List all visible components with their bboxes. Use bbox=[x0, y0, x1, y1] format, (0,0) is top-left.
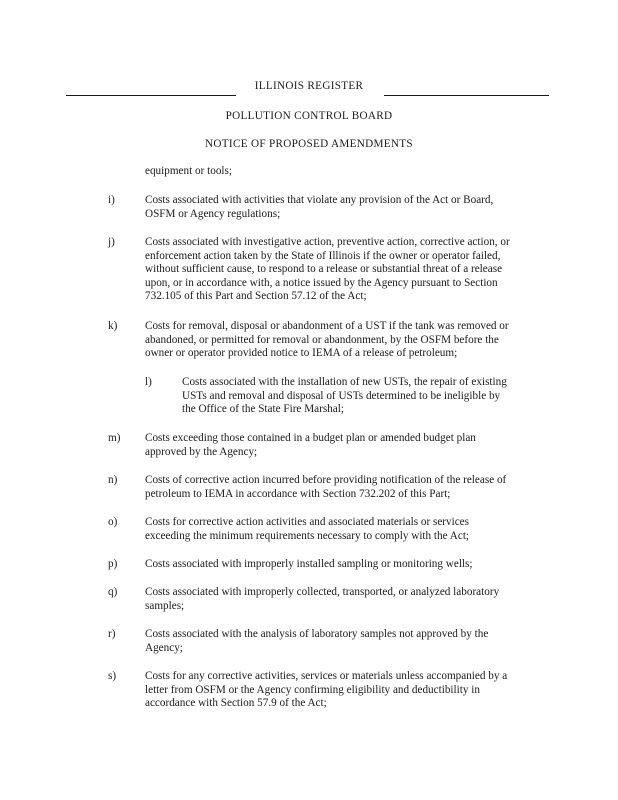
item-label: n) bbox=[108, 474, 118, 486]
list-item-o bbox=[108, 516, 540, 543]
item-label: i) bbox=[108, 194, 115, 206]
item-text: Costs associated with improperly installed sampling or monitoring wells; bbox=[145, 558, 473, 570]
notice-title: NOTICE OF PROPOSED AMENDMENTS bbox=[205, 138, 413, 150]
board-title: POLLUTION CONTROL BOARD bbox=[225, 110, 393, 122]
item-text: Costs for removal, disposal or abandonment of a UST if the tank was removed or abandoned, or permitted for removal or abandonment, by the OSFM before the owner or operator provided notice to IEMA of a release of petroleum; bbox=[145, 320, 509, 360]
item-label: r) bbox=[108, 628, 116, 640]
item-text: Costs for corrective action activities and associated materials or services exceeding the minimum requirements necessary to comply with the Act; bbox=[145, 516, 470, 542]
item-label: j) bbox=[108, 236, 115, 248]
list-item-n bbox=[108, 474, 540, 501]
item-text: Costs for any corrective activities, services or materials unless accompanied by a letter from OSFM or the Agency confirming eligibility and deductibility in accordance with Section 57.9 of the Act; bbox=[145, 670, 508, 710]
list-item-s bbox=[108, 670, 540, 711]
list-item-i bbox=[108, 194, 540, 221]
item-label: o) bbox=[108, 516, 118, 528]
item-label: q) bbox=[108, 586, 118, 598]
list-item-k bbox=[108, 320, 540, 361]
list-item-m bbox=[108, 432, 540, 459]
item-label: s) bbox=[108, 670, 117, 682]
item-label: p) bbox=[108, 558, 118, 570]
list-subitem-l bbox=[145, 376, 540, 417]
list-item-q bbox=[108, 586, 540, 613]
register-title: ILLINOIS REGISTER bbox=[254, 80, 364, 92]
header-rule-left bbox=[66, 95, 236, 96]
item-text: Costs associated with the installation of new USTs, the repair of existing USTs and removal and disposal of USTs determined to be ineligible by the Office of the State Fire Marshal; bbox=[182, 376, 507, 416]
item-label: m) bbox=[108, 432, 121, 444]
item-text: Costs associated with activities that violate any provision of the Act or Board, OSFM or Agency regulations; bbox=[145, 194, 494, 220]
list-item-r bbox=[108, 628, 540, 655]
list-item-p bbox=[108, 558, 540, 572]
item-text: Costs exceeding those contained in a budget plan or amended budget plan approved by the Agency; bbox=[145, 432, 476, 458]
item-label: k) bbox=[108, 320, 118, 332]
item-text: Costs associated with improperly collected, transported, or analyzed laboratory samples; bbox=[145, 586, 500, 612]
header-rule-right bbox=[384, 95, 549, 96]
item-label: l) bbox=[145, 376, 152, 388]
list-item-j bbox=[108, 236, 540, 304]
continuation-text: equipment or tools; bbox=[145, 165, 233, 177]
item-text: Costs associated with the analysis of laboratory samples not approved by the Agency; bbox=[145, 628, 489, 654]
item-text: Costs of corrective action incurred before providing notification of the release of petroleum to IEMA in accordance with Section 732.202 of this Part; bbox=[145, 474, 507, 500]
item-text: Costs associated with investigative action, preventive action, corrective action, or enforcement action taken by the State of Illinois if the owner or operator failed, without sufficient cause, to respond to a release or substantial threat of a release upon, or in accordance with, a notice issued by the Agency pursuant to Section 732.105 of this Part and Section 57.12 of the Act; bbox=[145, 236, 510, 303]
